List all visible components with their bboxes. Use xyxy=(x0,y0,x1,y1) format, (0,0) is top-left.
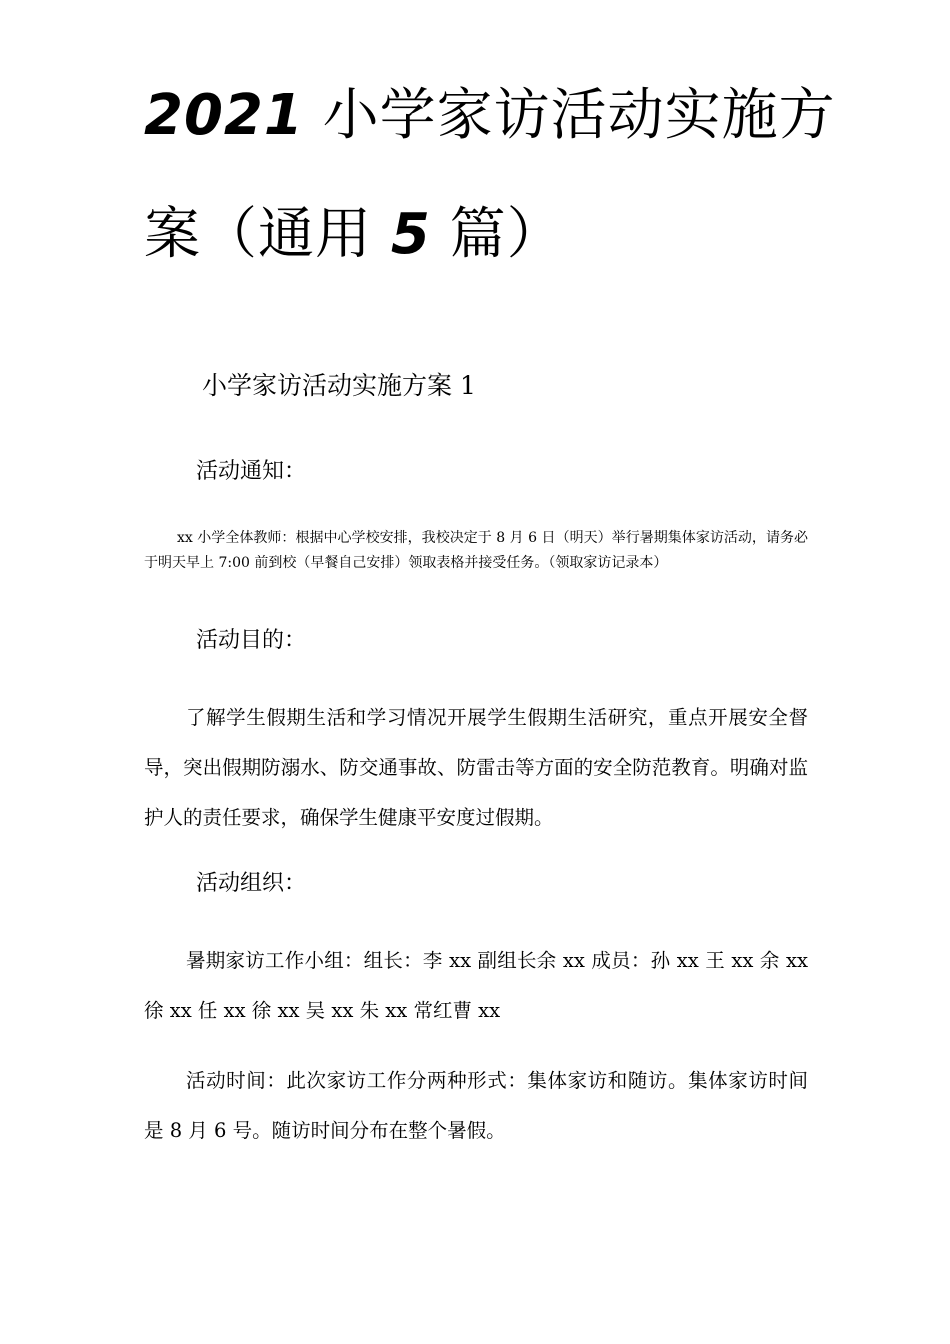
notice-heading: 活动通知： xyxy=(196,459,307,484)
title-numeral: 5 xyxy=(390,202,431,267)
section-subtitle: 小学家访活动实施方案 1 xyxy=(202,371,476,400)
title-numeral: 2021 xyxy=(144,83,304,148)
notice-paragraph: xx 小学全体教师：根据中心学校安排，我校决定于 8 月 6 日（明天）举行暑期集体家访活动，请务必于明天早上 7:00 前到校（早餐自己安排）领取表格并接受任务。（领取家访记录本） xyxy=(144,530,808,571)
work-group-paragraph: 暑期家访工作小组：组长：李 xx 副组长余 xx 成员：孙 xx 王 xx 余 xx 徐 xx 任 xx 徐 xx 吴 xx 朱 xx 常红曹 xx xyxy=(144,949,808,1022)
purpose-heading: 活动目的： xyxy=(196,628,307,653)
purpose-paragraph: 了解学生假期生活和学习情况开展学生假期生活研究，重点开展安全督导，突出假期防溺水、防交通事故、防雷击等方面的安全防范教育。明确对监护人的责任要求，确保学生健康平安度过假期。 xyxy=(144,706,808,829)
document-title-line-1: 2021 小学家访活动实施方 xyxy=(144,83,836,148)
activity-time-paragraph: 活动时间：此次家访工作分两种形式：集体家访和随访。集体家访时间是 8 月 6 号。随访时间分布在整个暑假。 xyxy=(144,1069,808,1142)
organization-heading: 活动组织： xyxy=(196,871,307,896)
document-title-line-2: 案（通用 5 篇） xyxy=(144,202,564,267)
